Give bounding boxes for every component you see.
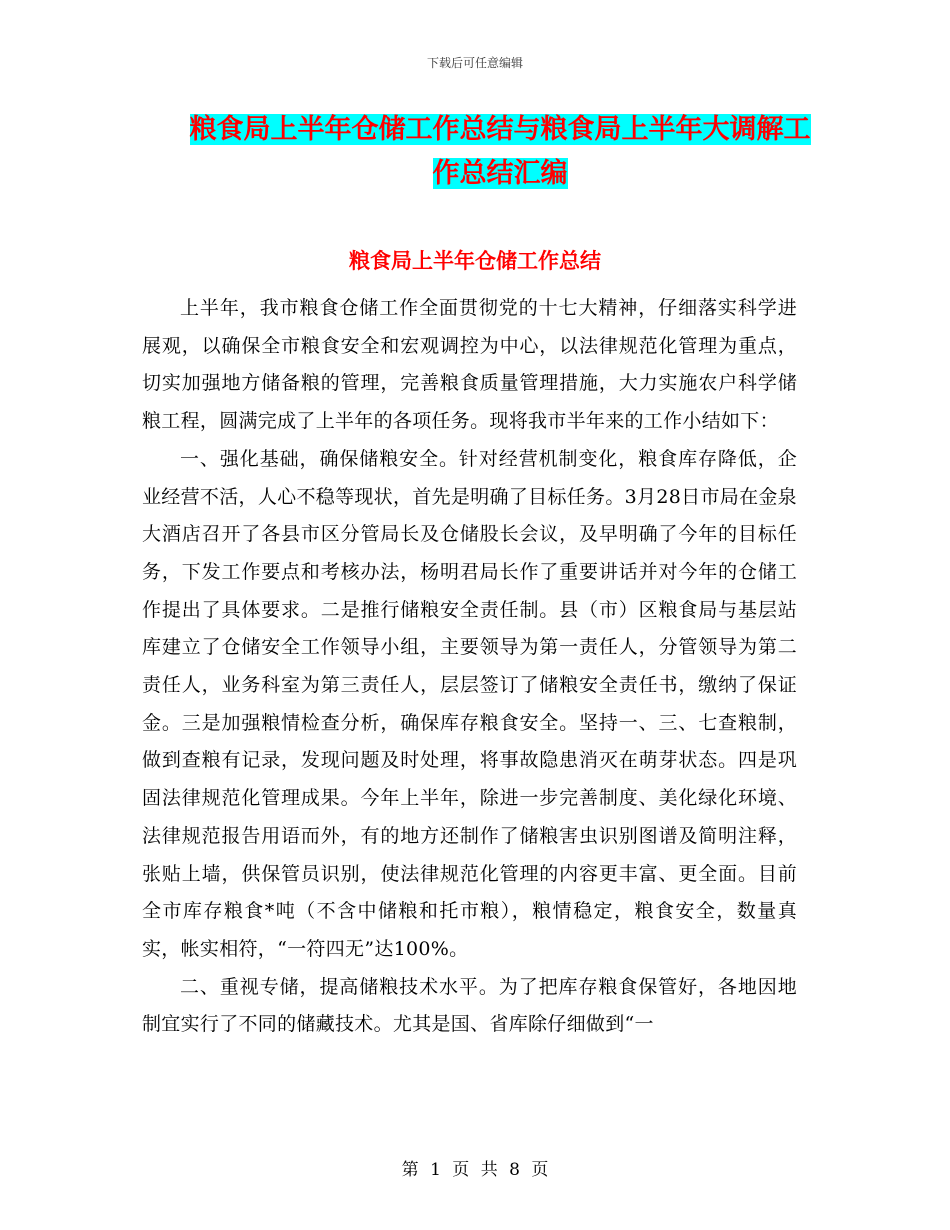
section-title: 粮食局上半年仓储工作总结 [349, 249, 601, 273]
main-title-line-2: 作总结汇编 [432, 158, 568, 189]
body-text [142, 290, 797, 1044]
main-title-line-1: 粮食局上半年仓储工作总结与粮食局上半年大调解工 [189, 114, 811, 145]
paragraph: 二、重视专储，提高储粮技术水平。为了把库存粮食保管好，各地因地制宜实行了不同的储藏技术。尤其是国、省库除仔细做到“一 [142, 975, 797, 1036]
paragraph: 一、强化基础，确保储粮安全。针对经营机制变化，粮食库存降低，企业经营不活，人心不稳等现状，首先是明确了目标任务。3月28日市局在金泉大酒店召开了各县市区分管局长及仓储股长会议，及早明确了今年的目标任务，下发工作要点和考核办法，杨明君局长作了重要讲话并对今年的仓储工作提出了具体要求。二是推行储粮安全责任制。县（市）区粮食局与基层站库建立了仓储安全工作领导小组，主要领导为第一责任人，分管领导为第二责任人，业务科室为第三责任人，层层签订了储粮安全责任书，缴纳了保证金。三是加强粮情检查分析，确保库存粮食安全。坚持一、三、七查粮制，做到查粮有记录，发现问题及时处理，将事故隐患消灭在萌芽状态。四是巩固法律规范化管理成果。今年上半年，除进一步完善制度、美化绿化环境、法律规范报告用语而外，有的地方还制作了储粮害虫识别图谱及简明注释，张贴上墙，供保管员识别，使法律规范化管理的内容更丰富、更全面。目前全市库存粮食*吨（不含中储粮和托市粮），粮情稳定，粮食安全，数量真实，帐实相符，“一符四无”达100%。 [142, 447, 797, 960]
main-title [140, 108, 860, 196]
paragraph: 上半年，我市粮食仓储工作全面贯彻党的十七大精神，仔细落实科学进展观，以确保全市粮食安全和宏观调控为中心，以法律规范化管理为重点，切实加强地方储备粮的管理，完善粮食质量管理措施，大力实施农户科学储粮工程，圆满完成了上半年的各项任务。现将我市半年来的工作小结如下： [142, 297, 797, 433]
page-footer: 第 1 页 共 8 页 [401, 1160, 549, 1180]
header-note: 下载后可任意编辑 [426, 56, 523, 70]
